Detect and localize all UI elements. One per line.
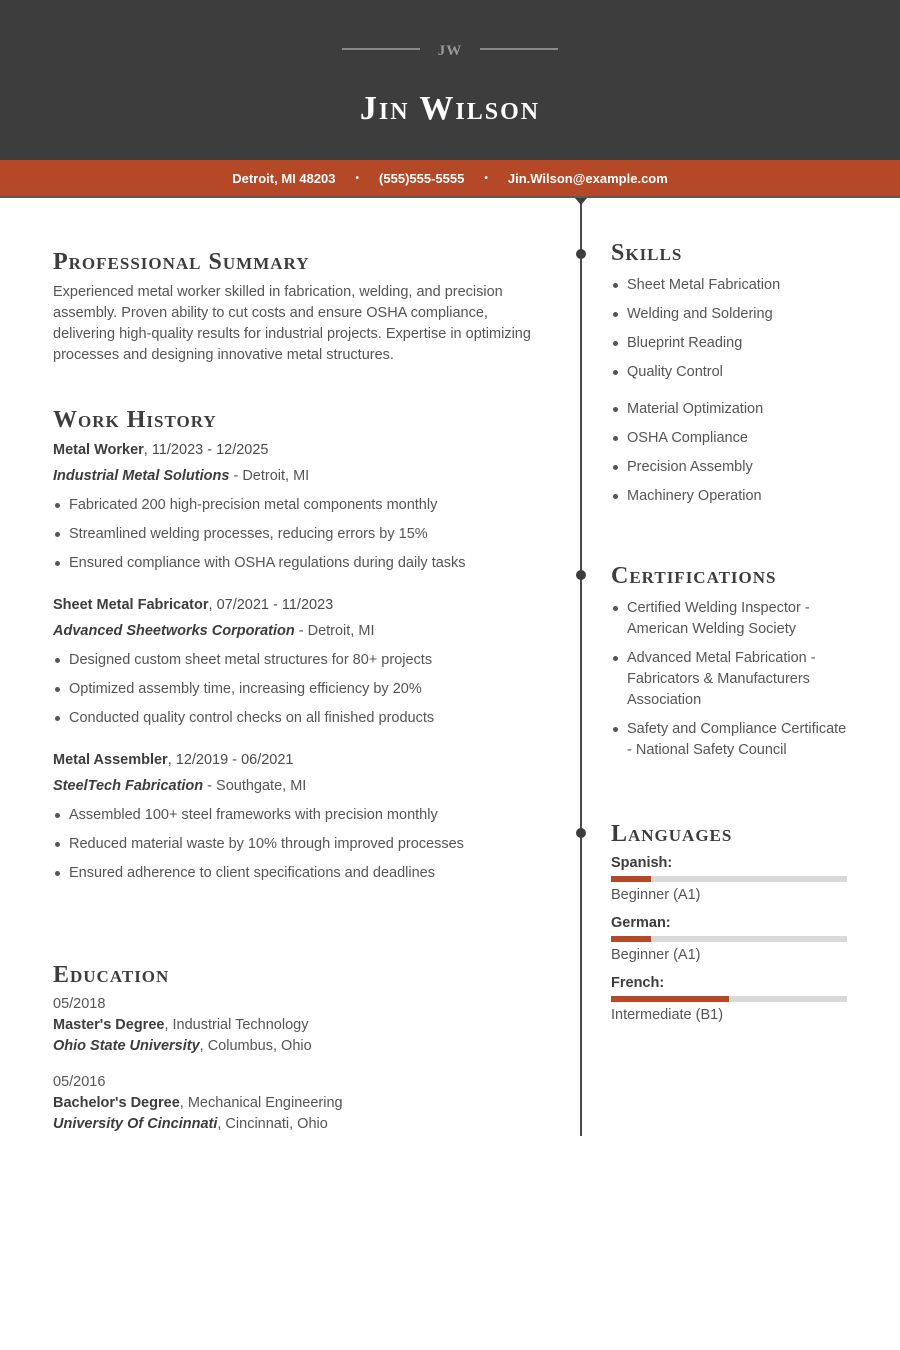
job-title-line	[53, 750, 553, 770]
education-degree-line	[53, 1093, 553, 1114]
job-dates: , 12/2019 - 06/2021	[167, 752, 294, 768]
divider-dot-icon	[576, 570, 586, 580]
education-entry	[53, 994, 553, 1057]
column-divider	[580, 198, 582, 1136]
job-entry	[53, 595, 553, 728]
contact-location: Detroit, MI 48203	[232, 170, 336, 186]
job-bullet: Fabricated 200 high-precision metal components monthly	[53, 495, 553, 515]
contact-separator: •	[355, 172, 360, 184]
education-entry	[53, 1072, 553, 1135]
job-bullet: Ensured compliance with OSHA regulations during daily tasks	[53, 553, 553, 573]
job-location: - Southgate, MI	[203, 778, 307, 794]
contact-separator: •	[484, 172, 488, 184]
skills-section	[611, 240, 851, 515]
job-bullet: Optimized assembly time, increasing efficiency by 20%	[53, 679, 553, 699]
monogram: JW	[437, 43, 463, 59]
skills-list	[611, 275, 851, 507]
job-company-line	[53, 466, 553, 486]
job-title-line	[53, 440, 553, 460]
job-title-line	[53, 595, 553, 615]
education-field: , Mechanical Engineering	[179, 1095, 343, 1111]
monogram-right-rule	[480, 48, 558, 50]
education-degree: Bachelor's Degree	[53, 1095, 180, 1111]
job-entry	[53, 440, 553, 573]
job-location: - Detroit, MI	[294, 623, 375, 639]
language-proficiency-fill	[611, 996, 729, 1002]
job-role: Metal Worker	[53, 442, 144, 458]
skill-item: OSHA Compliance	[611, 428, 851, 449]
certification-item: Advanced Metal Fabrication - Fabricators & Manufacturers Association	[611, 648, 851, 711]
certifications-list	[611, 598, 851, 761]
job-bullet: Assembled 100+ steel frameworks with precision monthly	[53, 805, 553, 825]
job-bullet: Streamlined welding processes, reducing errors by 15%	[53, 524, 553, 544]
job-company: Industrial Metal Solutions	[53, 468, 230, 484]
languages-section	[611, 821, 851, 1033]
job-bullet: Ensured adherence to client specifications and deadlines	[53, 863, 553, 883]
language-level: Intermediate (B1)	[611, 1007, 724, 1023]
contact-email: Jin.Wilson@example.com	[507, 170, 668, 186]
education-school-line	[53, 1114, 553, 1135]
language-level: Beginner (A1)	[611, 947, 701, 963]
job-role: Sheet Metal Fabricator	[53, 597, 209, 613]
certifications-section	[611, 563, 851, 769]
certification-item: Safety and Compliance Certificate - National Safety Council	[611, 719, 851, 761]
summary-text: Experienced metal worker skilled in fabrication, welding, and precision assembly. Proven ability to cut costs and ensure OSHA compliance, delivering high-quality results for industrial projects. Expertise in optimizing processes and designing innovative metal structures.	[53, 284, 531, 363]
language-proficiency-fill	[611, 936, 651, 942]
language-entry	[611, 853, 851, 905]
education-degree: Master's Degree	[53, 1017, 165, 1033]
job-company-line	[53, 621, 553, 641]
work-history-section	[53, 407, 553, 892]
section-title: Work History	[53, 407, 217, 433]
contact-phone: (555)555-5555	[379, 170, 465, 186]
skill-item: Machinery Operation	[611, 486, 851, 507]
certification-item: Certified Welding Inspector - American Welding Society	[611, 598, 851, 640]
divider-arrow-icon	[575, 198, 587, 205]
language-name: German:	[611, 915, 671, 931]
language-proficiency-bar	[611, 876, 847, 882]
education-location: , Columbus, Ohio	[199, 1038, 312, 1054]
professional-summary-section	[53, 249, 553, 366]
job-bullet: Reduced material waste by 10% through improved processes	[53, 834, 553, 854]
language-name: Spanish:	[611, 855, 673, 871]
resume-header	[0, 0, 900, 160]
divider-dot-icon	[576, 828, 586, 838]
education-school-line	[53, 1036, 553, 1057]
language-proficiency-fill	[611, 876, 651, 882]
job-location: - Detroit, MI	[229, 468, 310, 484]
job-bullet: Conducted quality control checks on all finished products	[53, 708, 553, 728]
job-role: Metal Assembler	[53, 752, 168, 768]
skill-item: Material Optimization	[611, 399, 851, 420]
job-bullets	[53, 805, 553, 883]
education-field: , Industrial Technology	[164, 1017, 309, 1033]
job-bullet: Designed custom sheet metal structures for 80+ projects	[53, 650, 553, 670]
skill-item: Precision Assembly	[611, 457, 851, 478]
job-company: Advanced Sheetworks Corporation	[53, 623, 295, 639]
skill-item: Blueprint Reading	[611, 333, 851, 354]
education-location: , Cincinnati, Ohio	[217, 1116, 328, 1132]
education-date: 05/2018	[53, 996, 106, 1012]
job-company: SteelTech Fabrication	[53, 778, 204, 794]
education-date: 05/2016	[53, 1074, 106, 1090]
section-title: Skills	[611, 240, 683, 266]
language-entry	[611, 913, 851, 965]
monogram-left-rule	[342, 48, 420, 50]
job-bullets	[53, 650, 553, 728]
language-entry	[611, 973, 851, 1025]
education-school: University Of Cincinnati	[53, 1116, 218, 1132]
education-school: Ohio State University	[53, 1038, 200, 1054]
skill-item: Quality Control	[611, 362, 851, 383]
education-degree-line	[53, 1015, 553, 1036]
language-proficiency-bar	[611, 996, 847, 1002]
section-title: Professional Summary	[53, 249, 310, 275]
contact-bar	[0, 160, 900, 198]
education-section	[53, 962, 553, 1135]
job-entry	[53, 750, 553, 883]
monogram-row	[0, 40, 900, 57]
language-level: Beginner (A1)	[611, 887, 701, 903]
skill-item: Sheet Metal Fabrication	[611, 275, 851, 296]
job-dates: , 11/2023 - 12/2025	[143, 442, 269, 458]
skill-item: Welding and Soldering	[611, 304, 851, 325]
language-proficiency-bar	[611, 936, 847, 942]
section-title: Education	[53, 962, 170, 988]
section-title: Certifications	[611, 563, 777, 589]
job-company-line	[53, 776, 553, 796]
divider-dot-icon	[576, 249, 586, 259]
section-title: Languages	[611, 821, 733, 847]
job-bullets	[53, 495, 553, 573]
language-name: French:	[611, 975, 665, 991]
job-dates: , 07/2021 - 11/2023	[208, 597, 334, 613]
candidate-name: Jin Wilson	[359, 90, 541, 127]
